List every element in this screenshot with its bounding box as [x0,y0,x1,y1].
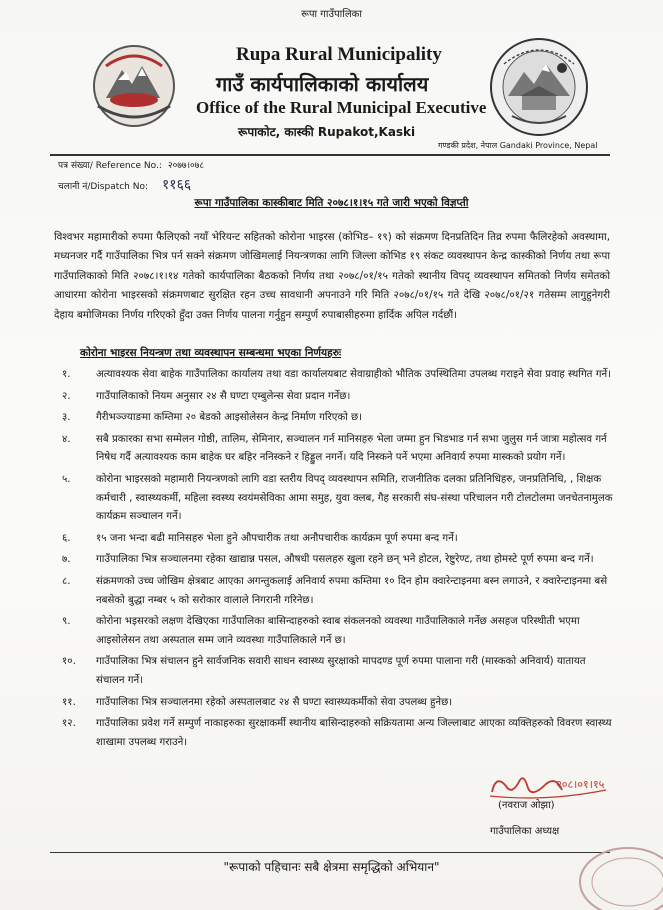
item-number: ११. [62,696,76,708]
office-address: रूपाकोट, कास्की Rupakot,Kaski [238,125,416,139]
footer-slogan: "रूपाको पहिचानः सबै क्षेत्रमा समृद्धिको अभियान" [223,860,440,874]
item-text: अत्यावश्यक सेवा बाहेक गाउँपालिका कार्यालय तथा वडा कार्यालयबाट सेवाग्राहीको भौतिक उपस्थितिमा उपलब्ध गराइने सेवा प्रवाह स्थगित गर्ने। [96,369,611,380]
item-text: गाउँपालिका प्रवेश गर्ने सम्पुर्ण नाकाहरुका सुरक्षाकर्मी स्थानीय बासिन्दाहरुको सक्रियतामा अन्य जिल्लाबाट आएका व्यक्तिहरुको विवरण स्वास्थ्य शाखामा उपलब्ध गराउने। [96,718,612,748]
list-item [54,366,614,385]
signature-date: २०८।०१।१५ [556,778,605,791]
list-item [54,551,614,570]
item-text: गाउँपालिकाको नियम अनुसार २४ सै घण्टा एम्बुलेन्स सेवा प्रदान गर्नेछ। [96,390,351,402]
item-text: सबै प्रकारका सभा सम्मेलन गोष्ठी, तालिम, सेमिनार, सञ्चालन गर्न मानिसहरु भेला जम्मा हुन भिडभाड गर्न सभा जुलुस गर्न जात्रा महोत्सव गर्न निषेध गर्दै अत्यावश्यक काम बाहेक घर बहिर ननिस्कने र हिड्डुल नगर्ने। यदि निस्कने पर्ने भएमा अनिवार्य रुपमा मास्कको प्रयोग गर्ने। [96,433,607,464]
item-number: ७. [62,554,71,566]
item-text: गाउँपालिका भित्र सञ्चालनमा रहेका खाद्यान्न पसल, औषधी पसलहरु खुला रहने छन् भने होटल, रेष्टुरेण्ट, तथा होमस्टे पूर्ण रुपमा बन्द गर्ने। [96,554,594,566]
item-text: कोरोना भइसरको लक्षण देखिएका गाउँपालिका बासिन्दाहरुको स्वाब संकलनको व्यवस्था गाउँपालिकाले गर्नेछ असहज परिस्थीती भएमा आइसोलेसन तथा अस्पताल सम्म जाने व्यवस्था गाउँपालिकाले गर्ने छ। [96,616,580,646]
list-item [54,715,614,752]
list-item [54,388,614,407]
notice-title: रूपा गाउँपालिका कास्कीबाट मिति २०७८।१।१५ गते जारी भएको विज्ञप्ती [194,197,469,209]
item-number: १. [62,369,71,380]
item-number: २. [62,390,71,402]
signer-name: (नवराज ओझा) [498,800,555,811]
office-name-np: गाउँ कार्यपालिकाको कार्यालय [216,72,429,96]
reference-value: २०७७।०७८ [167,161,205,171]
intro-paragraph: विश्वभर महामारीको रुपमा फैलिएको नयाँ भेरियन्ट सहितको कोरोना भाइरस (कोभिड– १९) को संक्रमण दिनप्रतिदिन तिव्र रुपमा फैलिरहेको अवस्थामा, मध्यनजर गर्दै गाउँपालिका भित्र पर्न सक्ने संक्रमण जोखिमलाई नियन्त्रणका लागि जिल्ला कोभिड १९ संकट व्यवस्थापन केन्द्र कास्कीको निर्णय तथा रूपा गाउँपालिकाको मिति २०७८।१।१४ गतेको कार्यपालिका बैठकको निर्णय तथा २०७८/०१/१५ गतेको स्थानीय विपद् व्यवस्थापन समितको निर्णय समेतको आधारमा कोरोना भाइरसको संक्रमणबाट सुरक्षित रहन उच्च सावधानी अपनाउने गरि मिति २०७८/०१/१५ गते देखि २०७८/०१/२१ गतेसम्म लागुहुनेगरी देहाय बमोजिमका निर्णय गरिएको हुँदा उक्त निर्णय पालना गर्नुहुन सम्पुर्ण रुपाबासीहरुमा हार्दिक अपिल गर्दछौं। [54,231,610,321]
item-text: कोरोना भाइरसको महामारी नियन्त्रणको लागि वडा स्तरीय विपद् व्यवस्थापन समिति, राजनीतिक दलका प्रतिनिधिहरु, जनप्रतिनिधि, , शिक्षक कर्मचारी , स्वास्थ्यकर्मी, महिला स्वस्थ्य स्वयंमसेविका आमा समुह, युवा क्लब, गैह सरकारी संघ-संस्था परिचालन गरी टोलटोलमा जनचेतनामुलक कार्यक्रम सञ्चालन गर्ने। [96,473,613,523]
list-item [54,613,614,650]
footer-divider [50,852,610,853]
item-text: १५ जना भन्दा बढी मानिसहरु भेला हुने औपचारीक तथा अनौपचारीक कार्यक्रम पूर्ण रुपमा बन्द गर्ने। [96,532,458,544]
list-item [54,653,614,690]
item-number: १०. [62,656,76,668]
list-item [54,530,614,549]
list-item [54,431,614,468]
header-divider [50,154,610,156]
dispatch-value: ११६६ [162,177,192,193]
item-number: ८. [62,575,71,587]
reference-label: पत्र संख्या/ Reference No.: [58,161,162,171]
nepal-emblem-icon [88,40,180,132]
office-name-en: Office of the Rural Municipal Executive [196,98,487,117]
list-item [54,409,614,428]
item-number: १२. [62,718,76,730]
office-stamp-icon [568,838,663,910]
province-label: गण्डकी प्रदेश, नेपाल Gandaki Province, Nepal [438,141,598,150]
item-number: ४. [62,433,71,445]
item-text: गाउँपालिका भित्र सञ्चालनमा रहेको अस्पतालबाट २४ सै घण्टा स्वास्थ्यकर्मीको सेवा उपलब्ध हुनेछ। [96,696,453,708]
dispatch-label: चलानी नं/Dispatch No: [58,182,149,192]
dispatch-line [58,175,191,194]
item-number: ३. [62,412,71,424]
item-number: ६. [62,532,71,544]
municipality-logo-icon [486,34,592,140]
decisions-list [54,366,614,755]
list-item [54,694,614,713]
reference-line [58,158,204,171]
item-text: संक्रमणको उच्च जोखिम क्षेत्रबाट आएका अगन्तुकलाई अनिवार्य रुपमा कम्तिमा १० दिन होम क्वारेन्टाइनमा बस्न लगाउने, र क्वारेन्टाइनमा बसे नबसेको बुद्धा नम्बर ५ को सरोकार वालाले निगरानी गरिनेछ। [96,575,608,606]
list-item [54,573,614,610]
item-number: ५. [62,473,71,485]
list-item [54,471,614,527]
item-text: गाउँपालिका भित्र संचालन हुने सार्वजनिक सवारी साधन स्वास्थ्य सुरक्षाको मापदण्ड पूर्ण रुपमा पालाना गरी (मास्कको अनिवार्य) यातायत संचालन गर्ने। [96,656,586,686]
municipality-name-en: Rupa Rural Municipality [236,44,442,65]
item-number: ९. [62,616,71,628]
signer-role: गाउँपालिका अध्यक्ष [490,826,560,837]
item-text: गैरीभञ्ज्याङमा कम्तिमा २० बेडको आइसोलेसन केन्द्र निर्माण गरिएको छ। [96,412,363,424]
decisions-subheading: कोरोना भाइरस नियन्त्रण तथा व्यवस्थापन सम्बन्धमा भएका निर्णयहरुः [80,347,342,359]
header-top-label: रूपा गाउँपालिका [301,9,362,20]
